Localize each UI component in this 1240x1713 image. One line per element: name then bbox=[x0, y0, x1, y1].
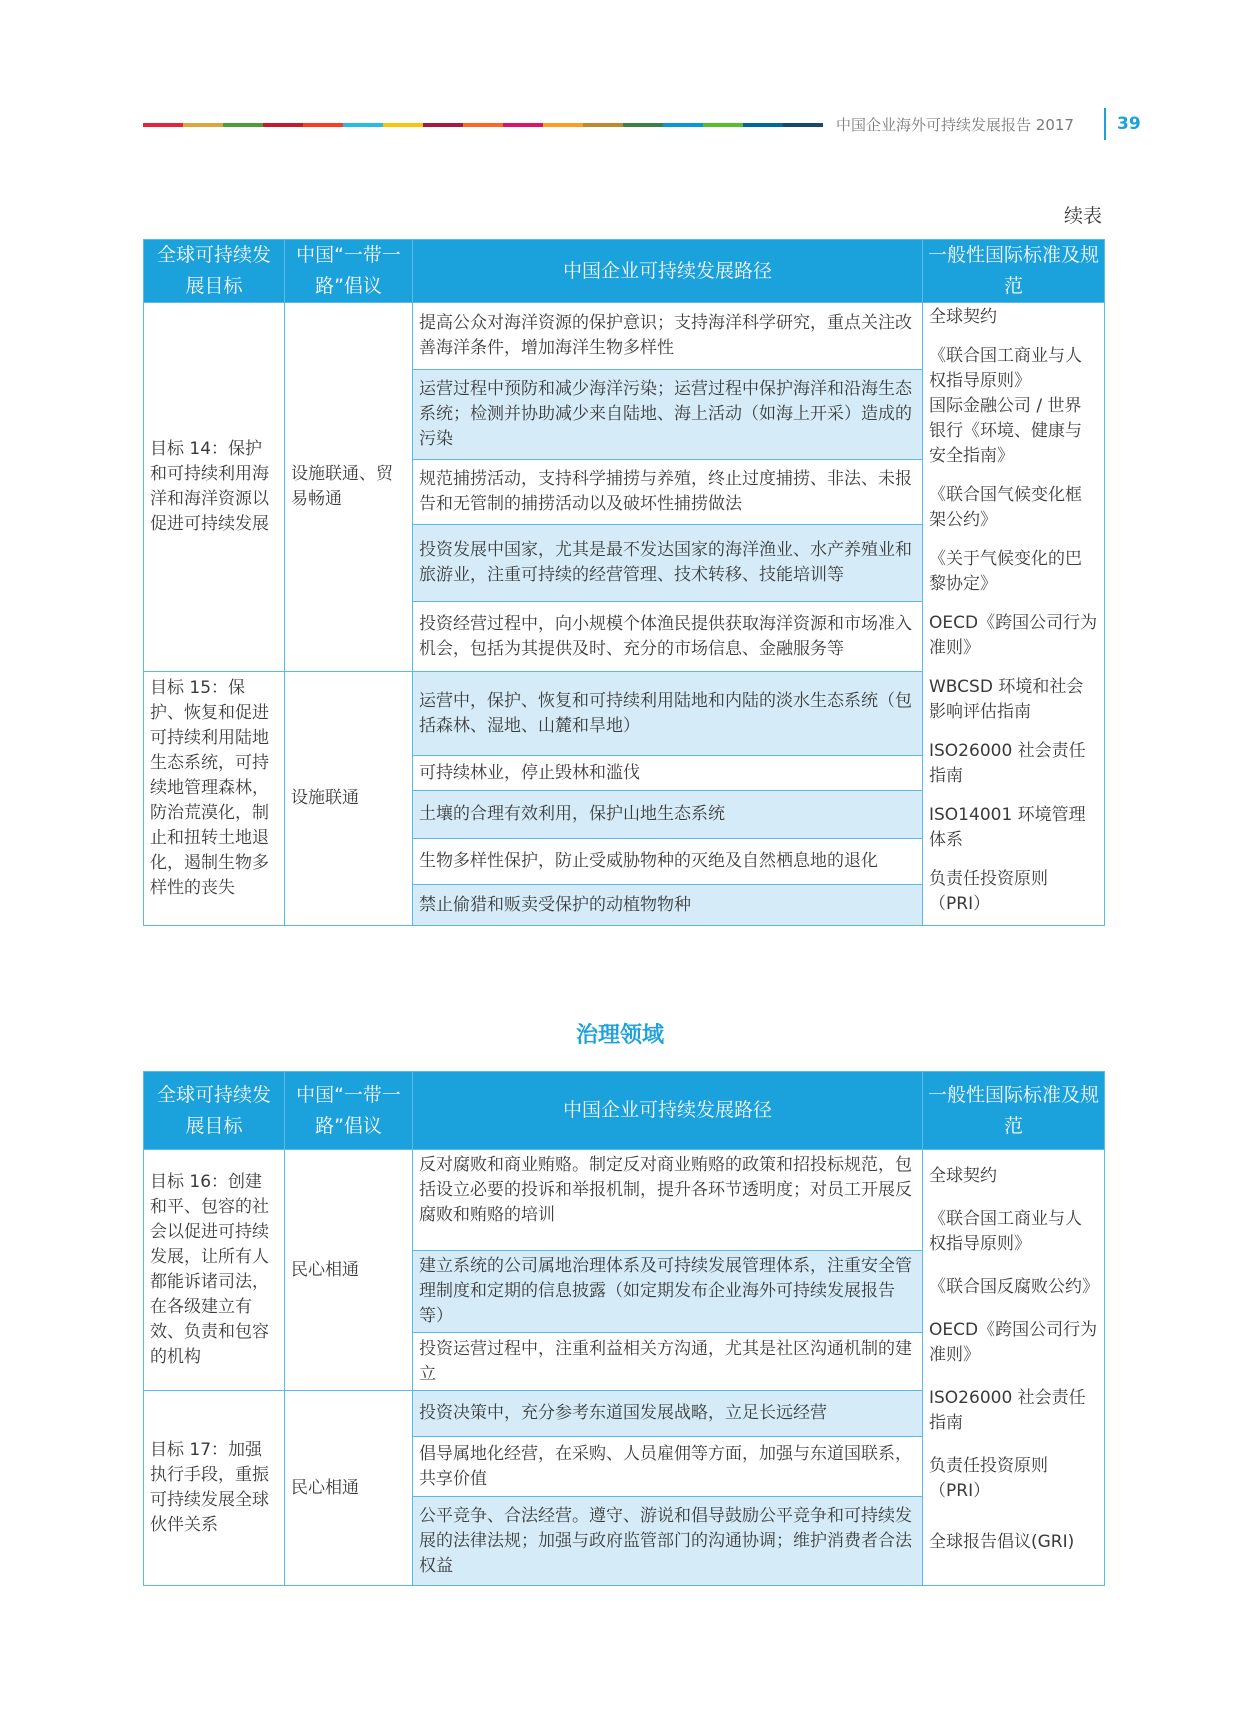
standard-item: 国际金融公司 / 世界银行《环境、健康与安全指南》 bbox=[929, 396, 1082, 466]
goal-16: 目标 16：创建和平、包容的社会以促进可持续发展，让所有人都能诉诸司法，在各级建立有效、负责和包容的机构 bbox=[144, 1150, 285, 1391]
section-title: 治理领域 bbox=[575, 1023, 664, 1048]
table-header-row bbox=[144, 240, 1105, 303]
continued-label: 续表 bbox=[1064, 205, 1103, 227]
color-bar-segment bbox=[423, 123, 463, 127]
header-standards: 一般性国际标准及规范 bbox=[923, 240, 1105, 303]
standard-item: OECD《跨国公司行为准则》 bbox=[929, 1320, 1098, 1365]
path-cell: 倡导属地化经营，在采购、人员雇佣等方面，加强与东道国联系，共享价值 bbox=[413, 1437, 923, 1497]
path-cell: 运营中，保护、恢复和可持续利用陆地和内陆的淡水生态系统（包括森林、湿地、山麓和旱地） bbox=[413, 672, 923, 756]
path-cell: 提高公众对海洋资源的保护意识；支持海洋科学研究，重点关注改善海洋条件，增加海洋生物多样性 bbox=[413, 303, 923, 370]
header-sdg-goal: 全球可持续发展目标 bbox=[144, 240, 285, 303]
path-cell: 土壤的合理有效利用，保护山地生态系统 bbox=[413, 791, 923, 839]
header-path: 中国企业可持续发展路径 bbox=[413, 1072, 923, 1150]
report-title: 中国企业海外可持续发展报告 2017 bbox=[836, 116, 1074, 134]
standard-item: ISO26000 社会责任指南 bbox=[929, 741, 1086, 786]
path-cell: 投资运营过程中，注重利益相关方沟通，尤其是社区沟通机制的建立 bbox=[413, 1333, 923, 1391]
path-cell: 建立系统的公司属地治理体系及可持续发展管理体系，注重安全管理制度和定期的信息披露（如定期发布企业海外可持续发展报告等） bbox=[413, 1251, 923, 1333]
table-header-row bbox=[144, 1072, 1105, 1150]
color-bar-segment bbox=[623, 123, 663, 127]
path-cell: 公平竞争、合法经营。遵守、游说和倡导鼓励公平竞争和可持续发展的法律法规；加强与政府监管部门的沟通协调；维护消费者合法权益 bbox=[413, 1497, 923, 1586]
color-bar-segment bbox=[303, 123, 343, 127]
standards-list bbox=[923, 1150, 1105, 1586]
color-bar-segment bbox=[143, 123, 183, 127]
standards-list bbox=[923, 303, 1105, 926]
color-bar-segment bbox=[743, 123, 783, 127]
color-bar-segment bbox=[703, 123, 743, 127]
header-standards: 一般性国际标准及规范 bbox=[923, 1072, 1105, 1150]
standard-item: 全球契约 bbox=[929, 307, 997, 327]
color-bar-segment bbox=[463, 123, 503, 127]
goal-17: 目标 17：加强执行手段，重振可持续发展全球伙伴关系 bbox=[144, 1391, 285, 1586]
standard-item: 全球契约 bbox=[929, 1166, 997, 1186]
initiative-goal-14: 设施联通、贸易畅通 bbox=[285, 303, 413, 672]
color-bar-segment bbox=[263, 123, 303, 127]
header-belt-road: 中国“一带一路”倡议 bbox=[285, 240, 413, 303]
color-bar-segment bbox=[183, 123, 223, 127]
standard-item: 负责任投资原则（PRI） bbox=[929, 869, 1048, 914]
standard-item: ISO26000 社会责任指南 bbox=[929, 1388, 1086, 1433]
standard-item: 《联合国工商业与人权指导原则》 bbox=[929, 1209, 1082, 1254]
table-row bbox=[144, 1150, 1105, 1251]
path-cell: 可持续林业，停止毁林和滥伐 bbox=[413, 756, 923, 791]
color-bar-segment bbox=[503, 123, 543, 127]
path-cell: 反对腐败和商业贿赂。制定反对商业贿赂的政策和招投标规范，包括设立必要的投诉和举报机制，提升各环节透明度；对员工开展反腐败和贿赂的培训 bbox=[413, 1150, 923, 1251]
color-bar-segment bbox=[223, 123, 263, 127]
goal-14: 目标 14：保护和可持续利用海洋和海洋资源以促进可持续发展 bbox=[144, 303, 285, 672]
initiative-goal-16: 民心相通 bbox=[285, 1150, 413, 1391]
path-cell: 投资发展中国家，尤其是最不发达国家的海洋渔业、水产养殖业和旅游业，注重可持续的经营管理、技术转移、技能培训等 bbox=[413, 525, 923, 602]
header-sdg-goal: 全球可持续发展目标 bbox=[144, 1072, 285, 1150]
color-bar-segment bbox=[663, 123, 703, 127]
governance-sdg-table bbox=[143, 1071, 1105, 1586]
standard-item: 负责任投资原则（PRI） bbox=[929, 1456, 1048, 1501]
standard-item: WBCSD 环境和社会影响评估指南 bbox=[929, 677, 1084, 722]
goal-15: 目标 15：保护、恢复和促进可持续利用陆地生态系统，可持续地管理森林，防治荒漠化，制止和扭转土地退化，遏制生物多样性的丧失 bbox=[144, 672, 285, 926]
initiative-goal-17: 民心相通 bbox=[285, 1391, 413, 1586]
color-bar-segment bbox=[783, 123, 823, 127]
standard-item: 《联合国气候变化框架公约》 bbox=[929, 485, 1082, 530]
color-bar-segment bbox=[343, 123, 383, 127]
standard-item: ISO14001 环境管理体系 bbox=[929, 805, 1086, 850]
header-belt-road: 中国“一带一路”倡议 bbox=[285, 1072, 413, 1150]
path-cell: 生物多样性保护，防止受威胁物种的灭绝及自然栖息地的退化 bbox=[413, 839, 923, 885]
path-cell: 投资经营过程中，向小规模个体渔民提供获取海洋资源和市场准入机会，包括为其提供及时、充分的市场信息、金融服务等 bbox=[413, 602, 923, 672]
environment-sdg-table bbox=[143, 239, 1105, 926]
color-bar-segment bbox=[543, 123, 583, 127]
header-path: 中国企业可持续发展路径 bbox=[413, 240, 923, 303]
path-cell: 投资决策中，充分参考东道国发展战略，立足长远经营 bbox=[413, 1391, 923, 1437]
path-cell: 运营过程中预防和减少海洋污染；运营过程中保护海洋和沿海生态系统；检测并协助减少来自陆地、海上活动（如海上开采）造成的污染 bbox=[413, 370, 923, 460]
color-bar-segment bbox=[383, 123, 423, 127]
page-number: 39 bbox=[1117, 114, 1141, 134]
standard-item: 《联合国工商业与人权指导原则》 bbox=[929, 346, 1082, 391]
standard-item: 全球报告倡议(GRI) bbox=[929, 1532, 1075, 1552]
header-color-bar bbox=[143, 123, 823, 127]
header-divider bbox=[1104, 108, 1106, 140]
standard-item: 《联合国反腐败公约》 bbox=[929, 1277, 1099, 1297]
table-row bbox=[144, 303, 1105, 370]
standard-item: OECD《跨国公司行为准则》 bbox=[929, 613, 1098, 658]
standard-item: 《关于气候变化的巴黎协定》 bbox=[929, 549, 1082, 594]
initiative-goal-15: 设施联通 bbox=[285, 672, 413, 926]
color-bar-segment bbox=[583, 123, 623, 127]
path-cell: 规范捕捞活动，支持科学捕捞与养殖，终止过度捕捞、非法、未报告和无管制的捕捞活动以及破坏性捕捞做法 bbox=[413, 460, 923, 525]
path-cell: 禁止偷猎和贩卖受保护的动植物物种 bbox=[413, 885, 923, 926]
